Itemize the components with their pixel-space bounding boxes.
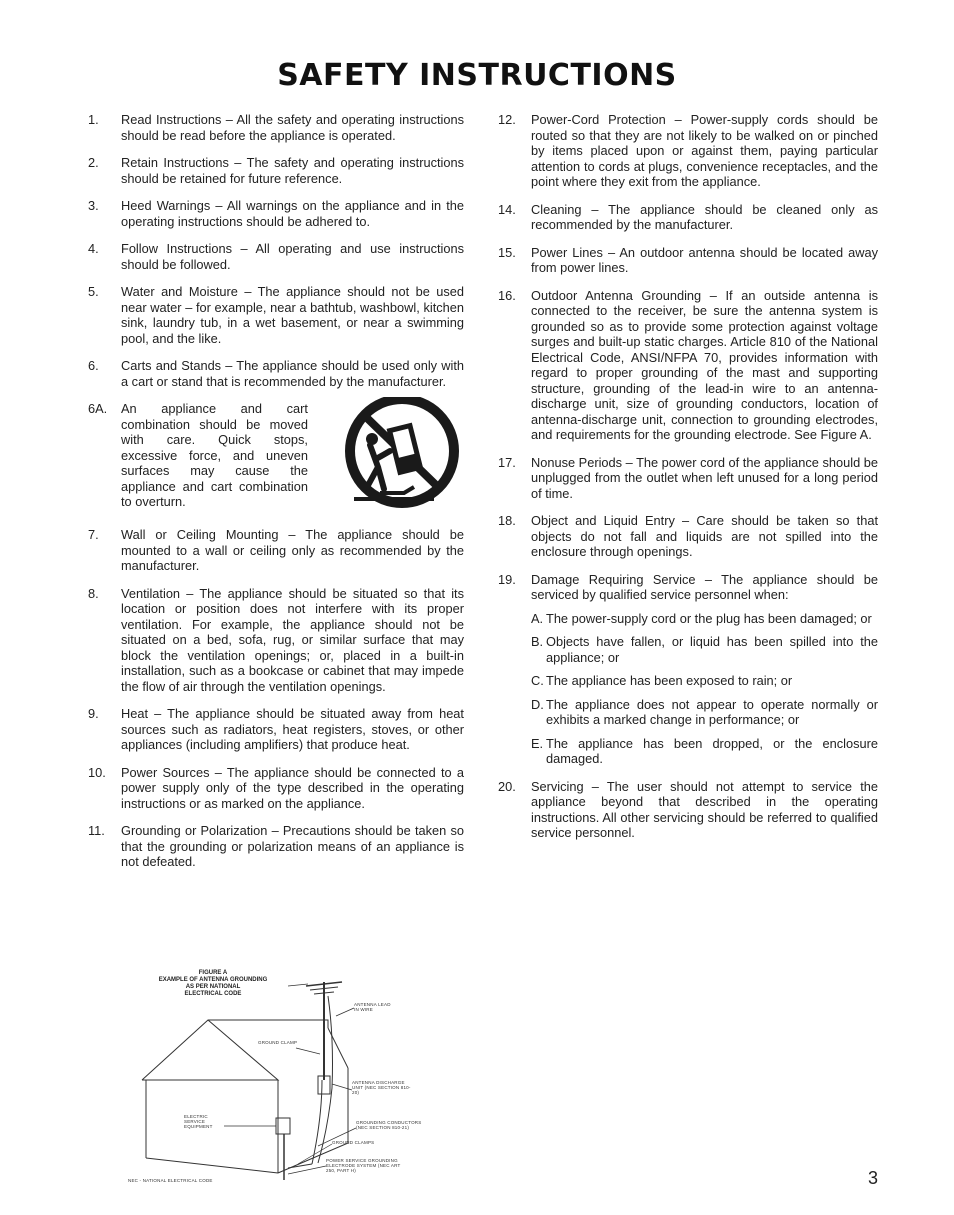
instruction-6a xyxy=(88,401,464,515)
instruction-14 xyxy=(498,202,878,233)
item-number: 16. xyxy=(498,287,516,303)
item-text: Cleaning – The appliance should be cleaned only as recommended by the manufacturer. xyxy=(531,201,878,232)
item-text: Follow Instructions – All operating and use instructions should be followed. xyxy=(121,241,464,272)
item-text: Heed Warnings – All warnings on the appliance and in the operating instructions should be adhered to. xyxy=(121,198,464,229)
instruction-7 xyxy=(88,527,464,574)
instruction-12 xyxy=(498,112,878,190)
subitem-text: Objects have fallen, or liquid has been spilled into the appliance; or xyxy=(546,634,878,665)
item-number: 1. xyxy=(88,112,99,127)
page-title: SAFETY INSTRUCTIONS xyxy=(277,58,677,93)
page-number: 3 xyxy=(868,1168,879,1188)
subitem-label: A. xyxy=(531,610,544,626)
subitem-text: The power-supply cord or the plug has been damaged; or xyxy=(546,610,872,626)
subitem-label: E. xyxy=(531,735,544,751)
item-number: 18. xyxy=(498,513,516,528)
instruction-20 xyxy=(498,779,878,841)
figure-title-line: ELECTRICAL CODE xyxy=(184,991,242,997)
instruction-3 xyxy=(88,198,464,229)
label-electric-service: ELECTRIC SERVICE EQUIPMENT xyxy=(184,1114,213,1129)
instruction-9 xyxy=(88,706,464,753)
instruction-15 xyxy=(498,245,878,276)
figure-title xyxy=(128,970,298,998)
item-number: 2. xyxy=(88,155,99,170)
label-grounding-conductors: GROUNDING CONDUCTORS (NEC SECTION 810-21) xyxy=(356,1120,422,1130)
item-text: Servicing – The user should not attempt to service the appliance beyond that described in the operating instructions. All other servicing should be referred to qualified service personnel. xyxy=(531,778,878,840)
item-number: 7. xyxy=(88,527,99,542)
cart-warning-icon xyxy=(314,397,464,515)
subitem-label: C. xyxy=(531,673,544,688)
instruction-5 xyxy=(88,284,464,346)
item-text: Nonuse Periods – The power cord of the appliance should be unplugged from the outlet when left unused for a long period of time. xyxy=(531,454,878,501)
figure-title-line: FIGURE A xyxy=(198,970,228,976)
instruction-17 xyxy=(498,455,878,502)
item-text: Power Lines – An outdoor antenna should be located away from power lines. xyxy=(531,244,878,275)
item-text: Wall or Ceiling Mounting – The appliance should be mounted to a wall or ceiling only as recommended by the manufacturer. xyxy=(121,527,464,573)
item-number: 12. xyxy=(498,112,516,127)
house-diagram xyxy=(128,968,428,1188)
instruction-4 xyxy=(88,241,464,272)
item-text: Carts and Stands – The appliance should be used only with a cart or stand that is recommended by the manufacturer. xyxy=(121,358,464,389)
item-number: 11. xyxy=(88,823,105,838)
item-text: Read Instructions – All the safety and operating instructions should be read before the appliance is operated. xyxy=(121,112,464,143)
instruction-8 xyxy=(88,586,464,695)
item-text: Water and Moisture – The appliance should not be used near water – for example, near a bathtub, washbowl, kitchen sink, laundry tub, in a wet basement, or near a swimming pool, and the like. xyxy=(121,284,464,346)
label-ground-clamps: GROUND CLAMPS xyxy=(332,1140,375,1145)
subitem-e xyxy=(531,736,878,767)
item-number: 5. xyxy=(88,284,99,299)
subitem-text: The appliance does not appear to operate normally or exhibits a marked change in performance; or xyxy=(546,696,878,727)
instruction-1 xyxy=(88,112,464,143)
item-text: Object and Liquid Entry – Care should be taken so that objects do not fall and liquids are not spilled into the enclosure through openings. xyxy=(531,513,878,559)
item-text: Ventilation – The appliance should be situated so that its location or position does not interfere with its proper ventilation. For example, the appliance should not be situated on a bed, sofa, rug, or similar surface that may block the ventilation openings; or, placed in a built-in installation, such as a bookcase or cabinet that may impede the flow of air through the ventilation openings. xyxy=(121,585,464,694)
item-text: Damage Requiring Service – The appliance should be serviced by qualified service personnel when: xyxy=(531,571,878,602)
instruction-18 xyxy=(498,513,878,560)
right-column xyxy=(498,112,878,853)
subitem-label: B. xyxy=(531,634,544,649)
subitem-text: The appliance has been dropped, or the enclosure damaged. xyxy=(546,735,878,766)
subitem-label: D. xyxy=(531,696,544,712)
item-text: Outdoor Antenna Grounding – If an outside antenna is connected to the receiver, be sure the antenna system is grounded so as to provide some protection against voltage surges and built-up static charges. Article 810 of the National Electrical Code, ANSI/NFPA 70, provides information with regard to proper grounding of the mast and supporting structure, grounding of the lead-in wire to an antenna-discharge unit, size of grounding conductors, location of antenna-discharge unit, connection to grounding electrodes, and requirements for the grounding electrode. See Figure A. xyxy=(531,287,878,442)
instruction-10 xyxy=(88,765,464,812)
item-number: 19. xyxy=(498,571,516,587)
item-text: Power-Cord Protection – Power-supply cords should be routed so that they are not likely to be walked on or pinched by items placed upon or against them, paying particular attention to cords at plugs, convenience receptacles, and the point where they exit from the appliance. xyxy=(531,112,878,189)
item-number: 14. xyxy=(498,201,516,217)
subitem-c xyxy=(531,673,878,689)
item-number: 10. xyxy=(88,764,106,780)
figure-a-antenna-grounding xyxy=(128,968,428,1188)
label-antenna-lead: ANTENNA LEAD IN WIRE xyxy=(354,1002,391,1012)
instruction-2 xyxy=(88,155,464,186)
label-discharge-unit: ANTENNA DISCHARGE UNIT (NEC SECTION 810-20) xyxy=(352,1080,411,1095)
subitem-a xyxy=(531,611,878,627)
item-body xyxy=(531,572,878,767)
label-power-service: POWER SERVICE GROUNDING ELECTRODE SYSTEM (NEC ART 250, PART H) xyxy=(326,1158,401,1173)
item-number: 4. xyxy=(88,241,99,256)
item-text: Heat – The appliance should be situated away from heat sources such as radiators, heat registers, stoves, or other appliances (including amplifiers) that produce heat. xyxy=(121,706,464,752)
item-number: 8. xyxy=(88,585,99,601)
label-ground-clamp: GROUND CLAMP xyxy=(258,1040,298,1045)
item-text: Power Sources – The appliance should be connected to a power supply only of the type described in the operating instructions or as marked on the appliance. xyxy=(121,764,464,811)
item-number: 9. xyxy=(88,706,99,721)
item-number: 3. xyxy=(88,198,99,213)
item-text: An appliance and cart combination should be moved with care. Quick stops, excessive force, and uneven surfaces may cause the appliance and cart combination to overturn. xyxy=(121,401,308,509)
figure-title-line: EXAMPLE OF ANTENNA GROUNDING xyxy=(158,977,268,983)
subitem-d xyxy=(531,697,878,728)
instruction-6 xyxy=(88,358,464,389)
item-number: 15. xyxy=(498,244,516,260)
item-body xyxy=(121,401,464,515)
subitem-text: The appliance has been exposed to rain; or xyxy=(546,673,793,688)
left-column xyxy=(88,112,464,882)
instruction-16 xyxy=(498,288,878,443)
item-number: 20. xyxy=(498,778,516,794)
item-number: 6. xyxy=(88,358,99,373)
item-text: Retain Instructions – The safety and operating instructions should be retained for future reference. xyxy=(121,155,464,186)
item-number: 17. xyxy=(498,454,516,470)
label-nec-note: NEC - NATIONAL ELECTRICAL CODE xyxy=(128,1178,213,1183)
figure-title-line: AS PER NATIONAL xyxy=(185,984,241,990)
subitem-b xyxy=(531,634,878,665)
instruction-19 xyxy=(498,572,878,767)
item-number: 6A. xyxy=(88,401,108,416)
item-text: Grounding or Polarization – Precautions should be taken so that the grounding or polarization means of an appliance is not defeated. xyxy=(121,823,464,869)
instruction-11 xyxy=(88,823,464,870)
